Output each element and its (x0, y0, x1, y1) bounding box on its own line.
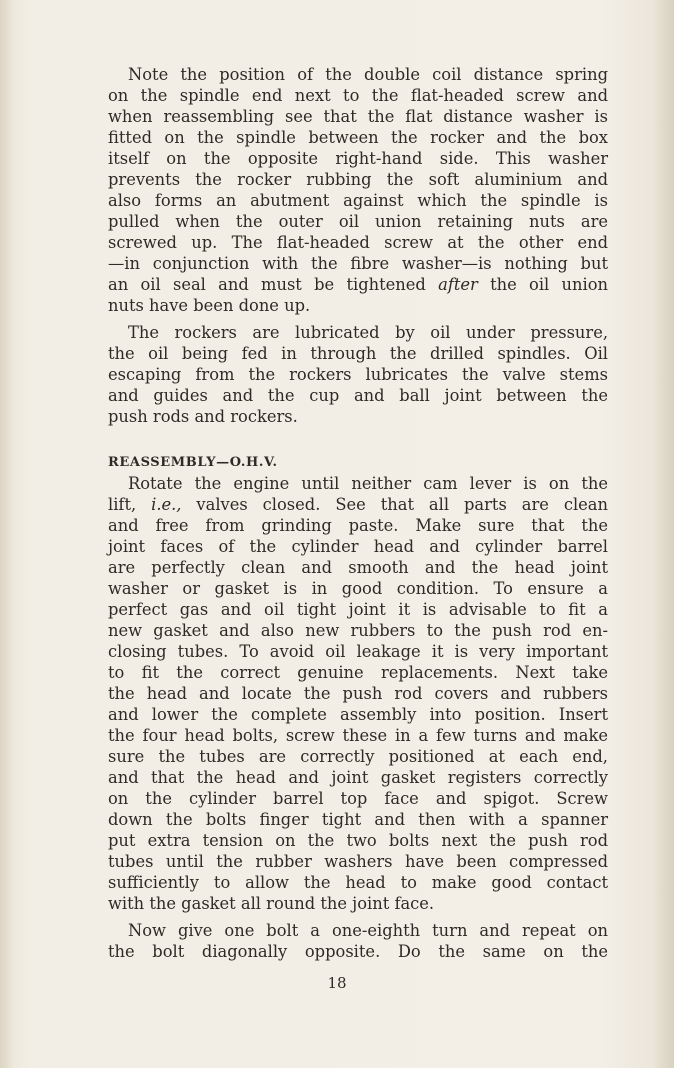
page-left-edge-shadow (0, 0, 14, 1068)
text-line: closing tubes. To avoid oil leakage it is very important (108, 642, 608, 661)
text-run: lift, (108, 495, 152, 514)
text-line: and that the head and joint gasket registers correctly (108, 768, 608, 787)
text-line: and free from grinding paste. Make sure that the (108, 516, 608, 535)
text-line: nuts have been done up. (108, 296, 311, 315)
paragraph-reassembly (108, 473, 608, 914)
text-line: —in conjunction with the fibre washer—is nothing but (108, 254, 608, 273)
text-line: and lower the complete assembly into position. Insert (108, 705, 608, 724)
text-line: when reassembling see that the flat distance washer is (108, 107, 608, 126)
text-line: are perfectly clean and smooth and the head joint (108, 558, 608, 577)
text-line: new gasket and also new rubbers to the push rod en- (108, 621, 608, 640)
text-line: and guides and the cup and ball joint between the (108, 386, 608, 405)
text-line: down the bolts finger tight and then with a spanner (108, 810, 608, 829)
text-line: prevents the rocker rubbing the soft aluminium and (108, 170, 608, 189)
text-run: an oil seal and must be tightened (108, 275, 439, 294)
text-line: the oil being fed in through the drilled spindles. Oil (108, 344, 608, 363)
text-line: with the gasket all round the joint face. (108, 894, 435, 913)
text-line: the head and locate the push rod covers and rubbers (108, 684, 608, 703)
text-line: Rotate the engine until neither cam lever is on the (128, 474, 608, 493)
text-line: escaping from the rockers lubricates the valve stems (108, 365, 608, 384)
page-right-edge-shadow (652, 0, 674, 1068)
text-line: itself on the opposite right-hand side. This washer (108, 149, 608, 168)
text-line: Note the position of the double coil distance spring (128, 65, 608, 84)
text-line: on the spindle end next to the flat-headed screw and (108, 86, 608, 105)
text-line: to fit the correct genuine replacements. Next take (108, 663, 608, 682)
text-line: The rockers are lubricated by oil under pressure, (128, 323, 608, 342)
text-line: perfect gas and oil tight joint it is advisable to fit a (108, 600, 608, 619)
section-heading: REASSEMBLY—O.H.V. (108, 455, 278, 470)
paragraph-bolt-tightening (108, 920, 608, 962)
paragraph-rocker-lubrication (108, 322, 608, 427)
text-line-with-italic (108, 274, 608, 295)
page-number: 18 (327, 974, 347, 992)
text-line: sure the tubes are correctly positioned at each end, (108, 747, 608, 766)
text-line: also forms an abutment against which the spindle is (108, 191, 608, 210)
text-line: joint faces of the cylinder head and cylinder barrel (108, 537, 608, 556)
text-line: sufficiently to allow the head to make good contact (108, 873, 608, 892)
text-line: Now give one bolt a one-eighth turn and repeat on (128, 921, 608, 940)
text-line: washer or gasket is in good condition. To ensure a (108, 579, 608, 598)
text-line: the bolt diagonally opposite. Do the same on the (108, 942, 608, 961)
text-line: screwed up. The flat-headed screw at the other end (108, 233, 608, 252)
text-line: put extra tension on the two bolts next the push rod (108, 831, 608, 850)
text-run: valves closed. See that all parts are clean (181, 495, 608, 514)
italic-word-after: after (438, 275, 478, 294)
text-line: pulled when the outer oil union retaining nuts are (108, 212, 608, 231)
page-body-text (108, 64, 608, 962)
text-run: the oil union (477, 275, 609, 294)
paragraph-rocker-spindle (108, 64, 608, 316)
text-line: tubes until the rubber washers have been compressed (108, 852, 608, 871)
italic-abbreviation-ie: i.e., (151, 495, 182, 514)
text-line: on the cylinder barrel top face and spigot. Screw (108, 789, 608, 808)
text-line: push rods and rockers. (108, 407, 298, 426)
text-line: fitted on the spindle between the rocker and the box (108, 128, 608, 147)
text-line-with-italic (108, 494, 608, 515)
text-line: the four head bolts, screw these in a few turns and make (108, 726, 608, 745)
